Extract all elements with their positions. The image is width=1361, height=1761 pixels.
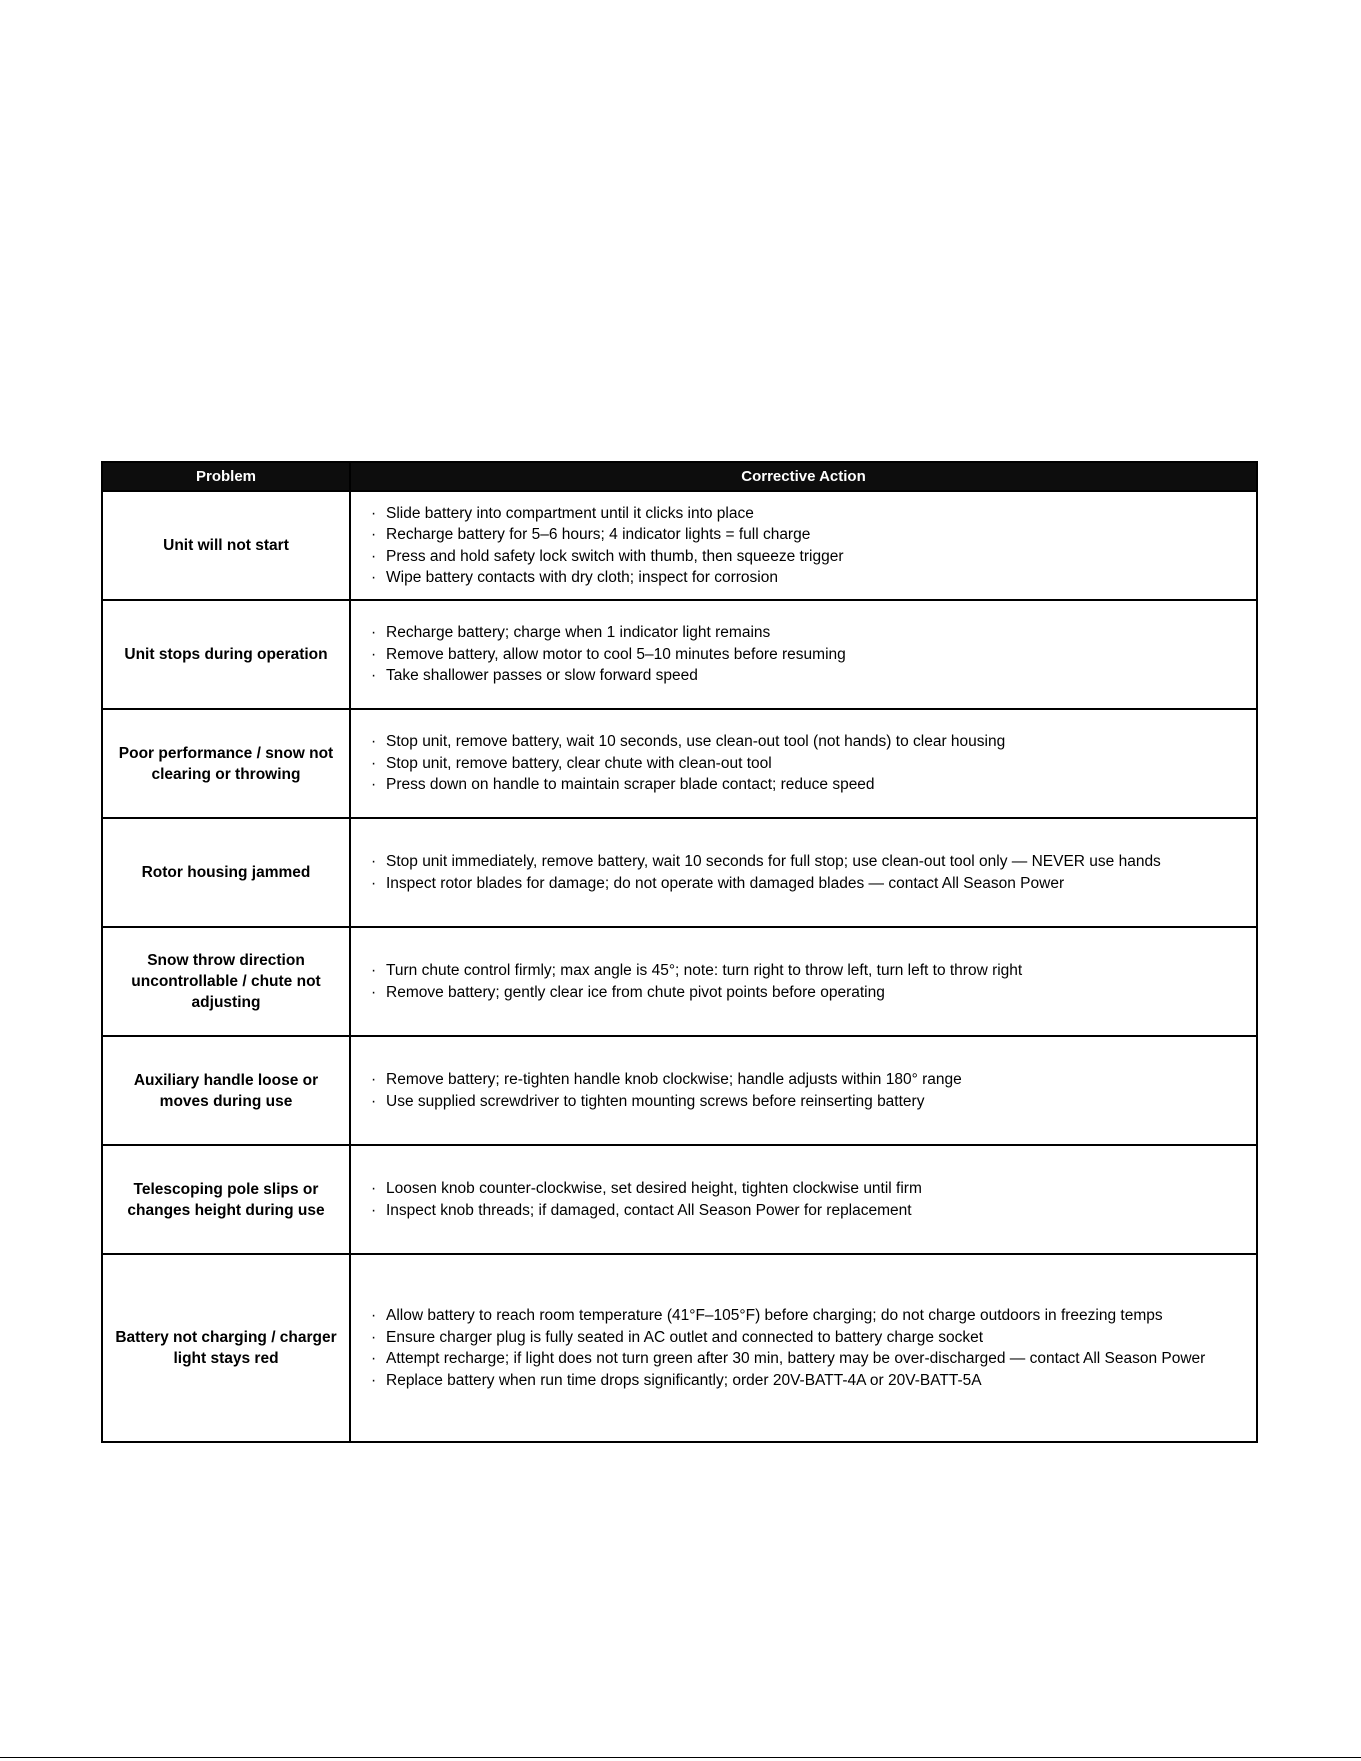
action-item: · Press and hold safety lock switch with thumb, then squeeze trigger xyxy=(371,546,1246,568)
action-item: · Stop unit, remove battery, wait 10 seconds, use clean-out tool (not hands) to clear housing xyxy=(371,731,1246,753)
corrective-action-cell xyxy=(350,1145,1257,1254)
action-item: · Stop unit, remove battery, clear chute with clean-out tool xyxy=(371,753,1246,775)
action-item: · Remove battery; re-tighten handle knob clockwise; handle adjusts within 180° range xyxy=(371,1069,1246,1091)
action-item: · Allow battery to reach room temperature (41°F–105°F) before charging; do not charge outdoors in freezing temps xyxy=(371,1305,1246,1327)
table-row xyxy=(102,1145,1257,1254)
action-item: · Ensure charger plug is fully seated in AC outlet and connected to battery charge socket xyxy=(371,1327,1246,1349)
action-item: · Attempt recharge; if light does not turn green after 30 min, battery may be over-discharged — contact All Season Power xyxy=(371,1348,1246,1370)
page-bottom-rule xyxy=(0,1757,1361,1758)
corrective-action-cell xyxy=(350,491,1257,600)
action-item: · Wipe battery contacts with dry cloth; inspect for corrosion xyxy=(371,567,1246,589)
problem-cell: Battery not charging / charger light stays red xyxy=(102,1254,350,1442)
action-item: · Remove battery; gently clear ice from chute pivot points before operating xyxy=(371,982,1246,1004)
problem-cell: Poor performance / snow not clearing or throwing xyxy=(102,709,350,818)
problem-cell: Telescoping pole slips or changes height during use xyxy=(102,1145,350,1254)
table-row xyxy=(102,491,1257,600)
action-item: · Use supplied screwdriver to tighten mounting screws before reinserting battery xyxy=(371,1091,1246,1113)
action-list xyxy=(371,1178,1246,1221)
table-row xyxy=(102,600,1257,709)
action-list xyxy=(371,622,1246,687)
action-item: · Replace battery when run time drops significantly; order 20V-BATT-4A or 20V-BATT-5A xyxy=(371,1370,1246,1392)
table-header-row xyxy=(102,462,1257,491)
problem-cell: Auxiliary handle loose or moves during use xyxy=(102,1036,350,1145)
problem-cell: Snow throw direction uncontrollable / chute not adjusting xyxy=(102,927,350,1036)
action-list xyxy=(371,503,1246,589)
action-item: · Recharge battery for 5–6 hours; 4 indicator lights = full charge xyxy=(371,524,1246,546)
action-list xyxy=(371,1069,1246,1112)
action-list xyxy=(371,1305,1246,1391)
action-item: · Loosen knob counter-clockwise, set desired height, tighten clockwise until firm xyxy=(371,1178,1246,1200)
problem-cell: Unit stops during operation xyxy=(102,600,350,709)
action-item: · Remove battery, allow motor to cool 5–10 minutes before resuming xyxy=(371,644,1246,666)
action-item: · Stop unit immediately, remove battery, wait 10 seconds for full stop; use clean-out tool only — NEVER use hands xyxy=(371,851,1246,873)
corrective-action-cell xyxy=(350,1254,1257,1442)
table-row xyxy=(102,1254,1257,1442)
corrective-action-cell xyxy=(350,927,1257,1036)
corrective-action-cell xyxy=(350,709,1257,818)
table-body xyxy=(102,491,1257,1442)
action-item: · Inspect rotor blades for damage; do not operate with damaged blades — contact All Season Power xyxy=(371,873,1246,895)
action-item: · Slide battery into compartment until it clicks into place xyxy=(371,503,1246,525)
action-item: · Inspect knob threads; if damaged, contact All Season Power for replacement xyxy=(371,1200,1246,1222)
corrective-action-cell xyxy=(350,1036,1257,1145)
table-row xyxy=(102,927,1257,1036)
header-corrective-action: Corrective Action xyxy=(350,462,1257,491)
problem-cell: Rotor housing jammed xyxy=(102,818,350,927)
action-item: · Press down on handle to maintain scraper blade contact; reduce speed xyxy=(371,774,1246,796)
table-row xyxy=(102,709,1257,818)
troubleshooting-table xyxy=(101,461,1258,1443)
corrective-action-cell xyxy=(350,600,1257,709)
action-list xyxy=(371,731,1246,796)
action-item: · Recharge battery; charge when 1 indicator light remains xyxy=(371,622,1246,644)
table-row xyxy=(102,1036,1257,1145)
header-problem: Problem xyxy=(102,462,350,491)
problem-cell: Unit will not start xyxy=(102,491,350,600)
table-row xyxy=(102,818,1257,927)
action-list xyxy=(371,851,1246,894)
action-list xyxy=(371,960,1246,1003)
corrective-action-cell xyxy=(350,818,1257,927)
action-item: · Turn chute control firmly; max angle is 45°; note: turn right to throw left, turn left to throw right xyxy=(371,960,1246,982)
action-item: · Take shallower passes or slow forward speed xyxy=(371,665,1246,687)
